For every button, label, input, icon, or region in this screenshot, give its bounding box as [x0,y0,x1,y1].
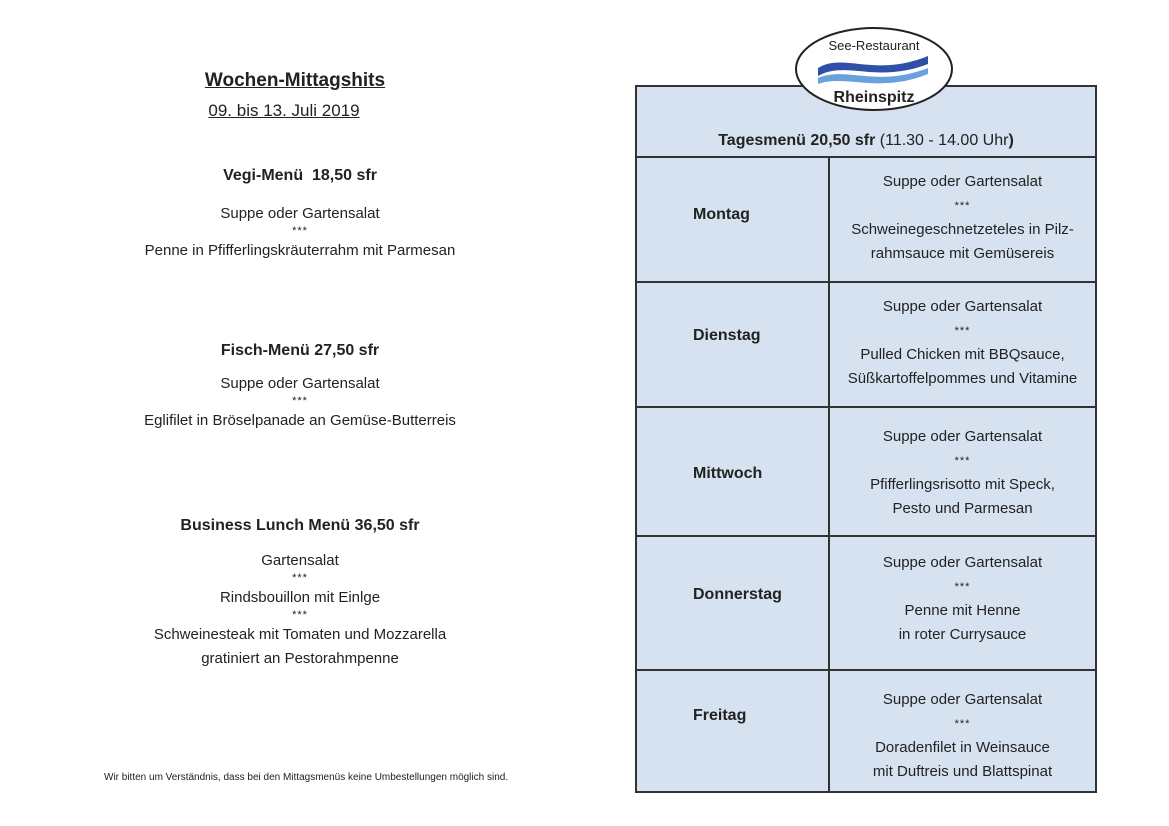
logo-line1: See-Restaurant [828,38,920,53]
day-label: Donnerstag [693,586,782,603]
menu-separator: *** [292,225,308,237]
dish-line: Suppe oder Gartensalat [882,554,1043,571]
day-dish [830,295,1095,391]
dish-line: Suppe oder Gartensalat [882,298,1043,315]
menu-heading: Vegi-Menü 18,50 sfr [223,167,377,184]
day-dish [830,551,1095,647]
menu-line: gratiniert an Pestorahmpenne [201,650,399,667]
footnote: Wir bitten um Verständnis, dass bei den Mittagsmenüs keine Umbestellungen möglich sind. [104,772,509,783]
dish-line: Schweinegeschnetzeteles in Pilz- [851,221,1074,238]
dish-line: Suppe oder Gartensalat [882,428,1043,445]
logo-icon [794,26,954,112]
day-label: Dienstag [693,327,761,344]
dish-line: Pulled Chicken mit BBQsauce, [860,346,1065,363]
day-dish [830,170,1095,266]
restaurant-logo [794,26,954,112]
vegi-menu [100,167,500,259]
table-row [637,156,1095,281]
menu-line: Schweinesteak mit Tomaten und Mozzarella [153,626,447,643]
date-range: 09. bis 13. Juli 2019 [208,101,360,120]
dish-line: in roter Currysauce [898,626,1027,643]
table-row [637,281,1095,406]
menu-line: Penne in Pfifferlingskräuterrahm mit Parmesan [144,242,456,259]
logo-line2: Rheinspitz [833,89,915,106]
table-row [637,669,1095,793]
dish-line: Suppe oder Gartensalat [882,173,1043,190]
menu-line: Gartensalat [261,552,339,569]
dish-line: rahmsauce mit Gemüsereis [870,245,1055,262]
dish-line: Pfifferlingsrisotto mit Speck, [870,476,1055,493]
dish-line: mit Duftreis und Blattspinat [872,763,1053,780]
menu-separator: *** [292,395,308,407]
dish-separator: *** [954,325,971,337]
dish-line: Pesto und Parmesan [892,500,1033,517]
menu-heading: Business Lunch Menü 36,50 sfr [180,517,420,534]
menu-line: Suppe oder Gartensalat [220,375,380,392]
day-label: Freitag [693,707,747,724]
menu-separator: *** [292,609,308,621]
daily-menu-table [635,85,1097,793]
day-dish [830,688,1095,784]
table-row [637,535,1095,669]
menu-line: Eglifilet in Bröselpanade an Gemüse-Butterreis [144,412,456,429]
fisch-menu [100,342,500,429]
dish-separator: *** [954,718,971,730]
table-row [637,406,1095,535]
menu-line: Suppe oder Gartensalat [220,205,380,222]
day-label: Montag [693,206,750,223]
business-lunch-menu [100,517,500,667]
day-label: Mittwoch [693,465,763,482]
dish-separator: *** [954,200,971,212]
menu-separator: *** [292,572,308,584]
dish-line: Doradenfilet in Weinsauce [875,739,1050,756]
dish-line: Süßkartoffelpommes und Vitamine [847,370,1078,387]
tagesmenu-hours: (11.30 - 14.00 Uhr [875,132,1009,149]
day-dish [830,425,1095,521]
dish-separator: *** [954,581,971,593]
tagesmenu-price: Tagesmenü 20,50 sfr [718,132,876,149]
menu-heading: Fisch-Menü 27,50 sfr [220,342,380,359]
tagesmenu-line [637,132,1095,150]
dish-line: Suppe oder Gartensalat [882,691,1043,708]
tagesmenu-hours-close: ) [1008,132,1014,149]
dish-line: Penne mit Henne [904,602,1021,619]
page-title: Wochen-Mittagshits [204,70,386,91]
menu-line: Rindsbouillon mit Einlge [219,589,381,606]
dish-separator: *** [954,455,971,467]
